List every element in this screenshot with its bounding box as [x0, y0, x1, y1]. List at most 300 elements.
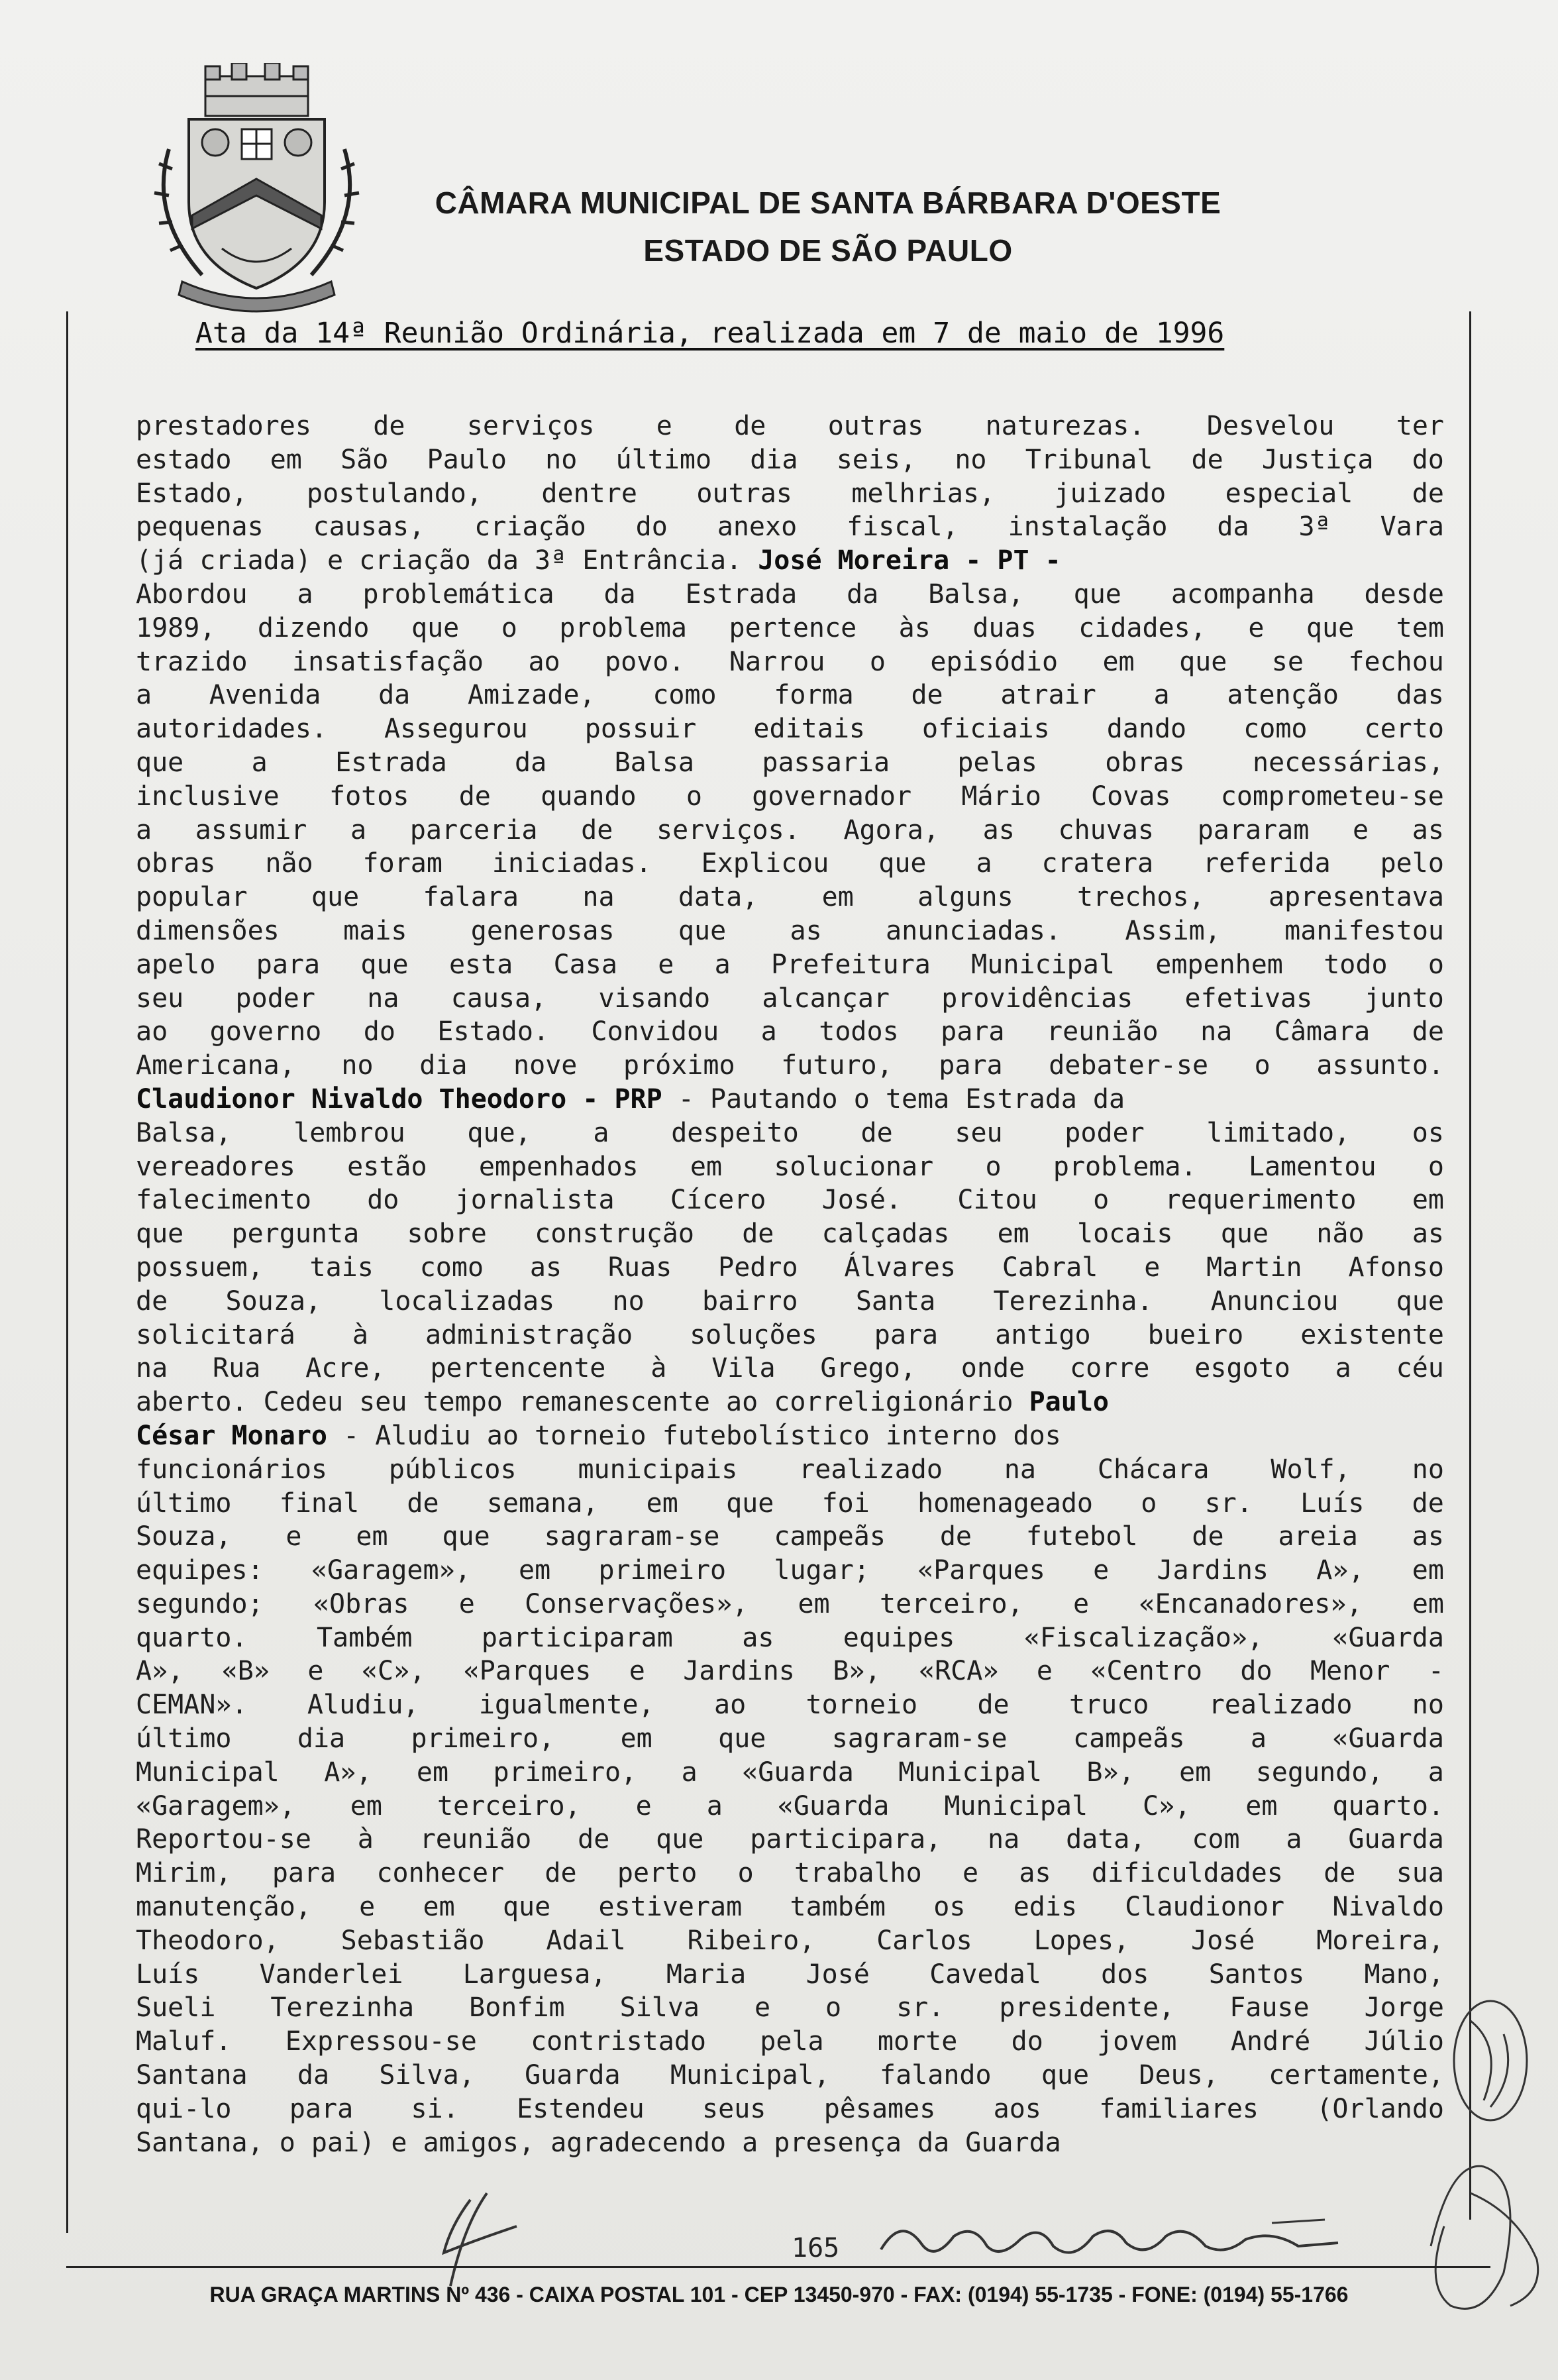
word: e [307, 1656, 324, 1687]
word: Lopes, [1033, 1925, 1130, 1956]
word: todos [819, 1016, 899, 1048]
word: calçadas [821, 1218, 950, 1250]
word: do [367, 1185, 399, 1216]
word: presidente, [999, 1992, 1175, 2024]
word: Aludiu, [307, 1690, 419, 1721]
word: e [1248, 612, 1265, 643]
word: o [1141, 1488, 1157, 1519]
word: Municipal [971, 949, 1115, 980]
word: si. [411, 2093, 459, 2124]
word: corre [1070, 1353, 1150, 1384]
word: bairro [702, 1285, 798, 1317]
word: último [615, 444, 712, 475]
word: que [311, 882, 360, 913]
word: último [136, 1723, 232, 1755]
word: que [1220, 1218, 1269, 1250]
word: vereadores [136, 1151, 295, 1182]
word: Anunciou [1210, 1285, 1339, 1317]
word: que [656, 1824, 704, 1855]
word: reunião [419, 1824, 532, 1855]
word: a [1153, 680, 1170, 711]
word: nove [513, 1050, 578, 1081]
footer-address: RUA GRAÇA MARTINS Nº 436 - CAIXA POSTAL 101 - CEP 13450-970 - FAX: (0194) 55-1735 - FONE: (0194) 55-1766 [209, 2283, 1349, 2306]
word: 3ª [1298, 512, 1331, 543]
word: Balsa [614, 747, 695, 778]
word: do [363, 1016, 395, 1048]
word: inclusive [136, 781, 280, 812]
word: alcançar [762, 983, 890, 1014]
word: Maria [666, 1959, 747, 1990]
word: as [1412, 814, 1444, 845]
word: - [1428, 1656, 1444, 1687]
word: assunto. [1316, 1050, 1444, 1081]
word: realizado [799, 1454, 943, 1485]
word: as [742, 1622, 774, 1653]
word: e [1073, 1588, 1090, 1619]
word: manifestou [1284, 915, 1444, 946]
word: em [798, 1588, 830, 1619]
word: alguns [917, 882, 1013, 913]
word: se [1271, 646, 1304, 677]
word: visando [598, 983, 711, 1014]
word: Também [316, 1622, 413, 1653]
word: na [582, 882, 615, 913]
word: Balsa, [928, 578, 1024, 610]
word: bueiro [1147, 1319, 1244, 1350]
word: São [340, 444, 389, 475]
word: atrair [1000, 680, 1096, 711]
word: a [136, 814, 152, 845]
word: pertence [729, 612, 857, 643]
word: perto [617, 1858, 698, 1889]
word: que, [467, 1117, 531, 1148]
word: Americana, [136, 1050, 295, 1081]
initials-handwritten [1351, 1994, 1550, 2326]
word: as [1412, 1218, 1444, 1250]
word: de [458, 781, 491, 812]
word: em [1412, 1588, 1444, 1619]
word: Vara [1380, 512, 1444, 543]
word: Martin [1206, 1252, 1302, 1283]
word: pelo [1380, 848, 1444, 879]
word: ao [528, 646, 560, 677]
speaker-name: Claudionor Nivaldo Theodoro - PRP [136, 1083, 662, 1114]
word: Justiça [1261, 444, 1374, 475]
word: Estendeu [517, 2093, 645, 2124]
word: possuem, [136, 1252, 264, 1283]
word: data, [1066, 1824, 1146, 1855]
word: atenção [1227, 680, 1339, 711]
word: à [357, 1824, 374, 1855]
word: criação [474, 512, 586, 543]
signature-handwritten [874, 2210, 1351, 2269]
word: CEMAN». [136, 1690, 248, 1721]
word: e [1144, 1252, 1161, 1283]
word: que [136, 1218, 184, 1250]
word: futebol [1025, 1521, 1138, 1552]
word: quarto. [136, 1622, 248, 1653]
word: as [790, 915, 822, 946]
word: data, [678, 882, 758, 913]
word: areia [1278, 1521, 1358, 1552]
word: estão [347, 1151, 427, 1182]
word: da [297, 2060, 330, 2091]
text-line: - Aludiu ao torneio futebolístico interno dos [327, 1420, 1061, 1451]
word: «Obras [313, 1588, 409, 1619]
word: em [821, 882, 854, 913]
word: popular [136, 882, 248, 913]
word: e [658, 949, 674, 980]
word: Rua [213, 1353, 261, 1384]
word: o [869, 646, 886, 677]
word: os [933, 1892, 966, 1923]
word: a [136, 680, 152, 711]
word: Jorge [1364, 1992, 1444, 2024]
word: sr. [1204, 1488, 1253, 1519]
word: Adail [546, 1925, 626, 1956]
word: antigo [995, 1319, 1091, 1350]
word: trechos, [1077, 882, 1205, 913]
word: e [754, 1992, 771, 2024]
word: a [350, 814, 367, 845]
word: B», [833, 1656, 881, 1687]
word: segundo, [1255, 1757, 1384, 1788]
word: na [136, 1353, 168, 1384]
word: das [1396, 680, 1444, 711]
word: Moreira, [1316, 1925, 1444, 1956]
word: que [678, 915, 727, 946]
word: B», [1086, 1757, 1135, 1788]
word: problema [559, 612, 687, 643]
word: do [1240, 1656, 1272, 1687]
word: da [515, 747, 547, 778]
word: em [997, 1218, 1029, 1250]
word: dia [750, 444, 798, 475]
word: Guarda [525, 2060, 621, 2091]
word: possuir [584, 714, 697, 745]
word: tem [1396, 612, 1444, 643]
word: «Fiscalização», [1023, 1622, 1263, 1653]
word: iniciadas. [492, 848, 652, 879]
word: no [341, 1050, 374, 1081]
word: terceiro, [879, 1588, 1023, 1619]
word: também [790, 1892, 886, 1923]
word: falara [423, 882, 519, 913]
word: realizado [1208, 1690, 1353, 1721]
word: em [356, 1521, 388, 1552]
word: a [593, 1117, 609, 1148]
word: de [860, 1117, 893, 1148]
minutes-title: Ata da 14ª Reunião Ordinária, realizada em 7 de maio de 1996 [195, 317, 1225, 350]
word: Lamentou [1248, 1151, 1376, 1182]
word: acompanha [1170, 578, 1315, 610]
word: participaram [481, 1622, 673, 1653]
word: o [737, 1858, 754, 1889]
word: públicos [388, 1454, 517, 1485]
word: Silva, [379, 2060, 475, 2091]
word: seus [702, 2093, 766, 2124]
word: Ribeiro, [687, 1925, 815, 1956]
word: Terezinha [270, 1992, 415, 2024]
word: homenageado [917, 1488, 1093, 1519]
word: André [1230, 2026, 1311, 2057]
word: da [603, 578, 636, 610]
word: Souza, [225, 1285, 321, 1317]
word: Júlio [1364, 2026, 1444, 2057]
word: «Guarda [1332, 1622, 1444, 1653]
word: esgoto [1194, 1353, 1290, 1384]
word: chuvas [1058, 814, 1155, 845]
word: dizendo [257, 612, 370, 643]
word: lugar; [774, 1555, 870, 1586]
word: terceiro, [437, 1790, 581, 1821]
word: problemática [362, 578, 554, 610]
word: Estado. [437, 1016, 549, 1048]
word: Santana [136, 2060, 248, 2091]
word: a [251, 747, 268, 778]
word: Municipal [944, 1790, 1088, 1821]
word: dentre [541, 478, 637, 509]
word: não [265, 848, 313, 879]
word: assumir [195, 814, 307, 845]
word: melhrias, [851, 478, 996, 509]
word: Cavedal [929, 1959, 1041, 1990]
word: Luís [136, 1959, 200, 1990]
word: de [578, 1824, 610, 1855]
word: fotos [329, 781, 409, 812]
word: causa, [450, 983, 547, 1014]
word: a [976, 848, 992, 879]
word: contristado [531, 2026, 706, 2057]
word: as [982, 814, 1015, 845]
word: e [629, 1656, 645, 1687]
word: poder [1065, 1117, 1145, 1148]
word: na [988, 1824, 1020, 1855]
word: empenhem [1155, 949, 1283, 980]
word: especial [1225, 478, 1353, 509]
word: o [825, 1992, 842, 2024]
word: em [1245, 1790, 1278, 1821]
word: administração [425, 1319, 633, 1350]
word: como [1243, 714, 1308, 745]
word: próximo [623, 1050, 735, 1081]
word: Vanderlei [259, 1959, 403, 1990]
word: ao [136, 1016, 168, 1048]
word: «Garagem», [311, 1555, 471, 1586]
word: em [1102, 646, 1135, 677]
word: de [939, 1521, 972, 1552]
word: truco [1068, 1690, 1149, 1721]
word: prestadores [136, 411, 311, 441]
word: Theodoro, [136, 1925, 280, 1956]
word: cratera [1041, 848, 1154, 879]
word: outras [827, 411, 924, 441]
word: pêsames [823, 2093, 936, 2124]
word: passaria [762, 747, 890, 778]
word: Municipal [136, 1757, 280, 1788]
word: existente [1300, 1319, 1444, 1350]
word: sagraram-se [831, 1723, 1008, 1755]
word: despeito [671, 1117, 799, 1148]
word: e [359, 1892, 376, 1923]
text-line: - Pautando o tema Estrada da [662, 1083, 1125, 1114]
word: dificuldades [1091, 1858, 1283, 1889]
word: localizadas [379, 1285, 555, 1317]
word: de [734, 411, 766, 441]
word: pergunta [231, 1218, 360, 1250]
word: de [373, 411, 405, 441]
word: sr. [896, 1992, 945, 2024]
word: do [1412, 444, 1444, 475]
word: «Centro [1090, 1656, 1202, 1687]
speaker-name: Paulo [1029, 1387, 1110, 1418]
word: Estrada [335, 747, 447, 778]
word: equipes: [136, 1555, 264, 1586]
word: que [1396, 1285, 1444, 1317]
word: juizado [1054, 478, 1167, 509]
text-line: Santana, o pai) e amigos, agradecendo a presença da Guarda [136, 2127, 1061, 2158]
word: para [289, 2093, 354, 2124]
word: serviços [466, 411, 595, 441]
word: Agora, [843, 814, 939, 845]
page-border-right [1469, 311, 1471, 2220]
word: Mirim, [136, 1858, 232, 1889]
word: fechou [1348, 646, 1444, 677]
word: Maluf. [136, 2026, 232, 2057]
word: Sueli [136, 1992, 216, 2024]
word: anexo [717, 512, 798, 543]
word: de [581, 814, 613, 845]
word: no [612, 1285, 645, 1317]
word: primeiro, [411, 1723, 555, 1755]
word: em [690, 1151, 723, 1182]
state-name: ESTADO DE SÃO PAULO [643, 233, 1013, 268]
word: poder [235, 983, 315, 1014]
word: junto [1364, 983, 1444, 1014]
word: locais [1077, 1218, 1173, 1250]
word: foram [362, 848, 442, 879]
word: Narrou [729, 646, 825, 677]
word: de [911, 680, 943, 711]
word: a [706, 1790, 723, 1821]
word: «Guarda [1332, 1723, 1444, 1755]
word: em [1412, 1555, 1444, 1586]
word: quarto. [1332, 1790, 1444, 1821]
word: em [416, 1757, 449, 1788]
word: em [1179, 1757, 1212, 1788]
word: Fause [1229, 1992, 1310, 2024]
word: para [874, 1319, 939, 1350]
word: e [1093, 1555, 1110, 1586]
word: que [726, 1488, 774, 1519]
word: estiveram [598, 1892, 743, 1923]
word: Amizade, [467, 680, 596, 711]
speaker-name: César Monaro [136, 1420, 327, 1451]
word: requerimento [1165, 1185, 1357, 1216]
word: Santa [855, 1285, 936, 1317]
word: soluções [690, 1319, 817, 1350]
word: falando [879, 2060, 992, 2091]
word: campeãs [774, 1521, 886, 1552]
word: duas [972, 612, 1037, 643]
word: Deus, [1139, 2060, 1219, 2091]
word: Álvares [844, 1252, 956, 1283]
word: tais [309, 1252, 374, 1283]
word: às [898, 612, 931, 643]
word: no [1412, 1454, 1444, 1485]
word: e [1352, 814, 1369, 845]
word: reunião [1047, 1016, 1159, 1048]
word: obras [1105, 747, 1185, 778]
word: necessárias, [1253, 747, 1444, 778]
word: Larguesa, [462, 1959, 607, 1990]
word: que [1179, 646, 1227, 677]
word: causas, [313, 512, 425, 543]
word: e [962, 1858, 979, 1889]
word: primeiro [598, 1555, 727, 1586]
word: de [1191, 444, 1223, 475]
word: Municipal, [670, 2060, 830, 2091]
word: Prefeitura [771, 949, 931, 980]
word: generosas [470, 915, 615, 946]
word: A», [324, 1757, 372, 1788]
word: e [635, 1790, 652, 1821]
word: Covas [1091, 781, 1171, 812]
word: pararam [1197, 814, 1310, 845]
word: autoridades. [136, 714, 327, 745]
word: o [686, 781, 702, 812]
word: o [1254, 1050, 1271, 1081]
word: de [1192, 1521, 1224, 1552]
word: «RCA» [919, 1656, 999, 1687]
word: Estrada [685, 578, 798, 610]
word: Cícero [670, 1185, 766, 1216]
initials-handwritten [424, 2187, 523, 2293]
word: instalação [1008, 512, 1168, 543]
word: «Garagem», [136, 1790, 295, 1821]
word: estado [136, 444, 232, 475]
word: Convidou [591, 1016, 719, 1048]
word: que [718, 1723, 766, 1755]
word: fiscal, [847, 512, 959, 543]
word: morte [877, 2026, 958, 2057]
word: (Orlando [1316, 2093, 1444, 2124]
word: do [635, 512, 668, 543]
page-border-left [66, 311, 68, 2233]
footer-rule [66, 2266, 1490, 2268]
word: as [529, 1252, 562, 1283]
word: comprometeu-se [1220, 781, 1444, 812]
word: as [1412, 1521, 1444, 1552]
word: em [519, 1555, 551, 1586]
word: de [545, 1858, 577, 1889]
word: «C», [361, 1656, 426, 1687]
word: participara, [750, 1824, 942, 1855]
word: certamente, [1269, 2060, 1444, 2091]
word: cidades, [1078, 612, 1206, 643]
word: Pedro [718, 1252, 798, 1283]
word: onde [961, 1353, 1025, 1384]
word: no [545, 444, 578, 475]
word: Claudionor [1125, 1892, 1285, 1923]
word: Silva [619, 1992, 700, 2024]
word: «Guarda [777, 1790, 890, 1821]
word: a [1250, 1723, 1267, 1755]
word: Nivaldo [1332, 1892, 1444, 1923]
word: de [742, 1218, 774, 1250]
word: postulando, [307, 478, 482, 509]
word: esta [448, 949, 513, 980]
